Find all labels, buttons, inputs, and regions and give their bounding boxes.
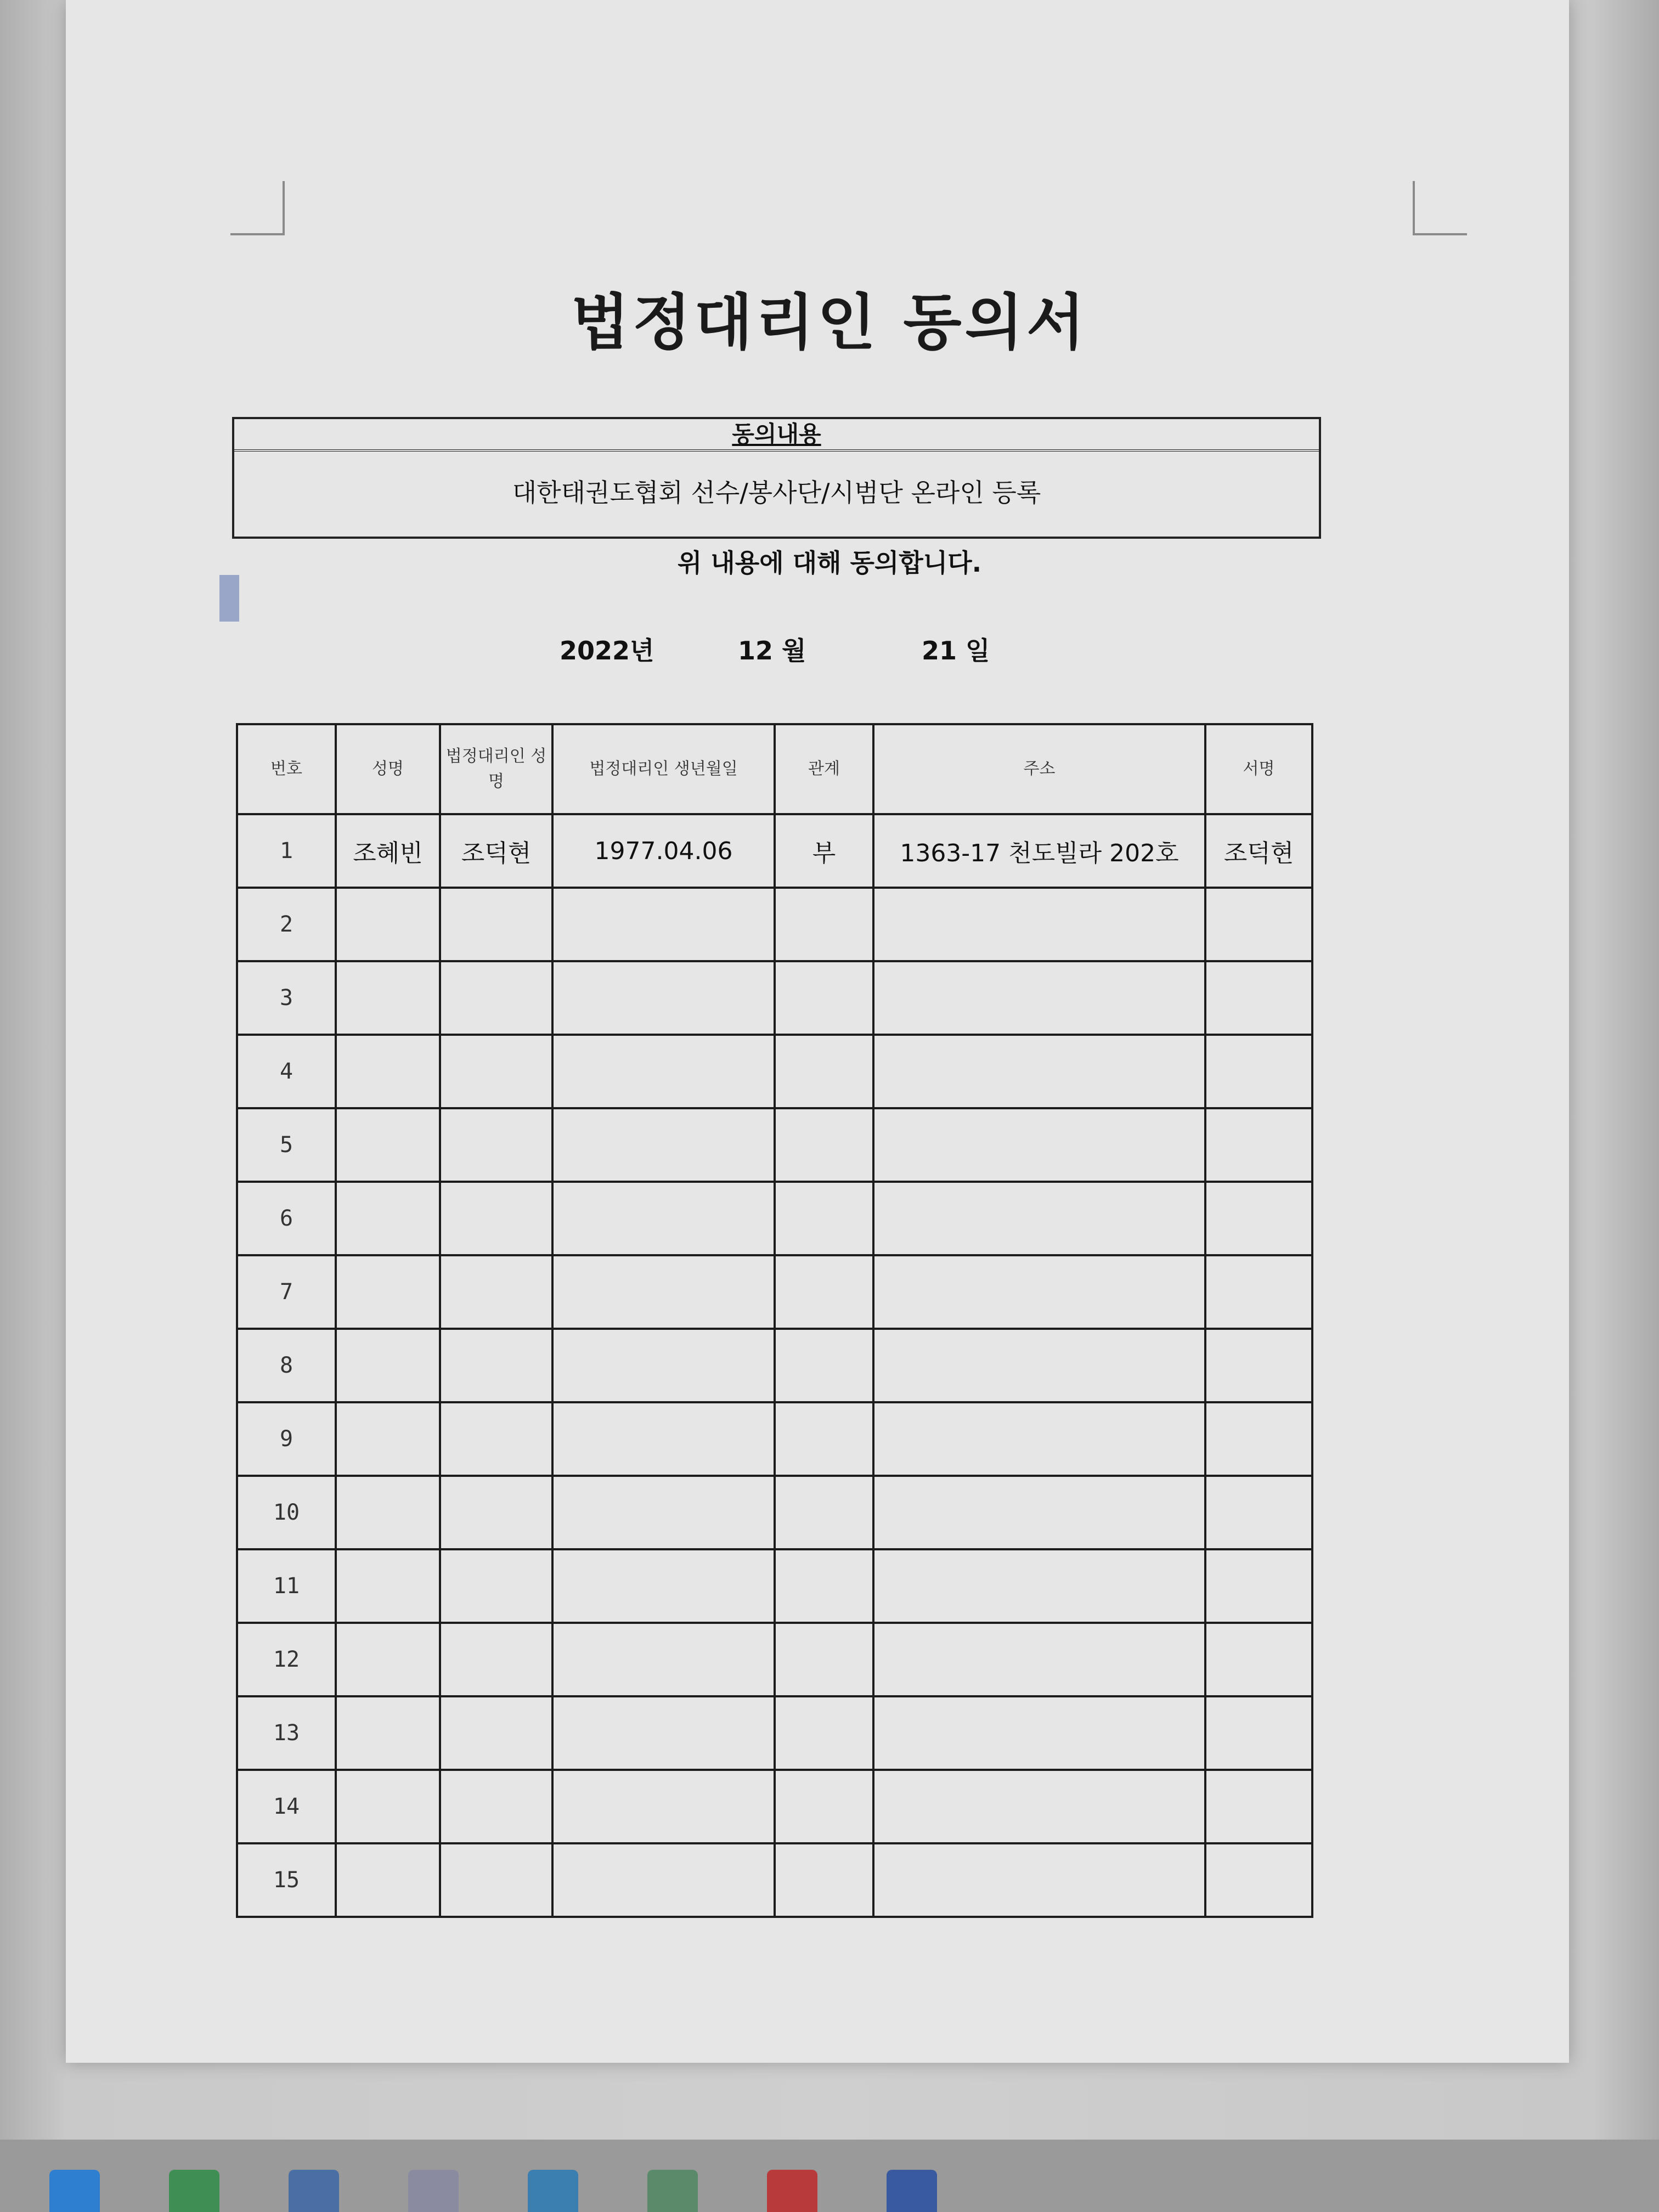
cell-name[interactable] [336,1770,440,1843]
consent-header: 동의내용 [234,419,1319,452]
cell-guardian-name[interactable] [440,1035,552,1108]
cell-guardian-name[interactable] [440,1843,552,1917]
cell-name[interactable] [336,1035,440,1108]
cell-number[interactable]: 1 [237,814,336,888]
cell-relation[interactable] [775,1402,873,1476]
cell-relation[interactable] [775,1476,873,1549]
text-cursor [219,575,239,622]
table-header-row [237,724,1312,814]
taskbar [0,2140,1659,2212]
cell-number[interactable]: 14 [237,1770,336,1843]
excel-icon[interactable] [169,2170,219,2212]
cell-guardian-name[interactable] [440,1623,552,1696]
pdf-icon[interactable] [767,2170,817,2212]
cell-relation[interactable] [775,1182,873,1255]
cell-relation[interactable] [775,1255,873,1329]
cell-relation[interactable] [775,1770,873,1843]
cell-address[interactable] [873,1623,1205,1696]
cell-guardian-birthdate[interactable] [552,961,775,1035]
cell-guardian-name[interactable] [440,1255,552,1329]
cell-number[interactable]: 6 [237,1182,336,1255]
cell-relation[interactable]: 부 [775,814,873,888]
cell-address[interactable] [873,1770,1205,1843]
agree-statement: 위 내용에 대해 동의합니다. [677,548,982,578]
cell-name[interactable] [336,1476,440,1549]
cell-guardian-name[interactable] [440,1329,552,1402]
cell-guardian-name[interactable] [440,1549,552,1623]
cell-relation[interactable] [775,1696,873,1770]
cell-address[interactable] [873,961,1205,1035]
cell-signature[interactable] [1205,1035,1312,1108]
cell-guardian-birthdate[interactable]: 1977.04.06 [552,814,775,888]
cell-guardian-name[interactable]: 조덕현 [440,814,552,888]
cell-address[interactable] [873,1696,1205,1770]
cell-address[interactable] [873,888,1205,961]
cell-signature[interactable] [1205,1843,1312,1917]
header-name: 성명 [336,724,440,814]
cell-name[interactable] [336,1108,440,1182]
cell-name[interactable] [336,1402,440,1476]
cell-guardian-birthdate[interactable] [552,1182,775,1255]
cell-address[interactable] [873,1182,1205,1255]
cell-signature[interactable]: 조덕현 [1205,814,1312,888]
cell-guardian-name[interactable] [440,961,552,1035]
crop-mark-top-left [230,181,285,235]
table-row [237,1843,1312,1917]
cell-signature[interactable] [1205,1402,1312,1476]
cell-guardian-name[interactable] [440,1402,552,1476]
cell-relation[interactable] [775,1108,873,1182]
cell-guardian-birthdate[interactable] [552,1623,775,1696]
cell-number[interactable]: 8 [237,1329,336,1402]
network-app-icon[interactable] [647,2170,698,2212]
cell-guardian-name[interactable] [440,1696,552,1770]
cell-guardian-name[interactable] [440,888,552,961]
cell-name[interactable] [336,1182,440,1255]
cell-name[interactable] [336,888,440,961]
cell-name[interactable] [336,1696,440,1770]
cell-signature[interactable] [1205,1108,1312,1182]
cell-name[interactable] [336,1843,440,1917]
guardian-roster-table [236,723,1313,1918]
cell-guardian-name[interactable] [440,1182,552,1255]
date-day: 21 일 [922,636,990,665]
table-row [237,814,1312,888]
cell-guardian-birthdate[interactable] [552,1696,775,1770]
table-row [237,1770,1312,1843]
cell-signature[interactable] [1205,1255,1312,1329]
cell-name[interactable]: 조혜빈 [336,814,440,888]
document-title: 법정대리인 동의서 [571,287,1088,358]
cell-address[interactable] [873,1255,1205,1329]
cell-name[interactable] [336,1329,440,1402]
cell-number[interactable]: 3 [237,961,336,1035]
cell-relation[interactable] [775,1623,873,1696]
cell-guardian-birthdate[interactable] [552,1329,775,1402]
crop-mark-top-right [1413,181,1467,235]
cell-relation[interactable] [775,888,873,961]
cell-guardian-name[interactable] [440,1108,552,1182]
hangul-icon[interactable] [528,2170,578,2212]
consent-content-box [232,417,1321,539]
cell-address[interactable] [873,1108,1205,1182]
cell-signature[interactable] [1205,1182,1312,1255]
cell-signature[interactable] [1205,1549,1312,1623]
header-number: 번호 [237,724,336,814]
app-icon[interactable] [408,2170,459,2212]
cell-guardian-birthdate[interactable] [552,1255,775,1329]
header-address: 주소 [873,724,1205,814]
header-relation: 관계 [775,724,873,814]
cell-number[interactable]: 5 [237,1108,336,1182]
cell-number[interactable]: 10 [237,1476,336,1549]
table-row [237,1402,1312,1476]
cell-signature[interactable] [1205,1329,1312,1402]
cell-relation[interactable] [775,1549,873,1623]
table-row [237,1182,1312,1255]
cell-guardian-birthdate[interactable] [552,1108,775,1182]
cell-address[interactable] [873,1329,1205,1402]
cell-address[interactable]: 1363-17 천도빌라 202호 [873,814,1205,888]
cell-signature[interactable] [1205,1696,1312,1770]
cell-guardian-birthdate[interactable] [552,1476,775,1549]
cell-address[interactable] [873,1402,1205,1476]
cell-address[interactable] [873,1843,1205,1917]
cell-number[interactable]: 11 [237,1549,336,1623]
cell-address[interactable] [873,1476,1205,1549]
table-row [237,888,1312,961]
cell-guardian-name[interactable] [440,1476,552,1549]
cell-relation[interactable] [775,1035,873,1108]
cell-address[interactable] [873,1035,1205,1108]
table-row [237,1329,1312,1402]
cell-guardian-birthdate[interactable] [552,1770,775,1843]
cell-address[interactable] [873,1549,1205,1623]
cell-relation[interactable] [775,961,873,1035]
cell-signature[interactable] [1205,888,1312,961]
cell-number[interactable]: 15 [237,1843,336,1917]
cell-guardian-birthdate[interactable] [552,888,775,961]
cell-number[interactable]: 9 [237,1402,336,1476]
calculator-icon[interactable] [289,2170,339,2212]
date-year: 2022년 [560,636,654,665]
table-row [237,1255,1312,1329]
internet-explorer-icon[interactable] [49,2170,100,2212]
table-row [237,1035,1312,1108]
table-row [237,1549,1312,1623]
header-guardian-birthdate: 법정대리인 생년월일 [552,724,775,814]
cell-signature[interactable] [1205,1623,1312,1696]
table-row [237,961,1312,1035]
cell-number[interactable]: 4 [237,1035,336,1108]
cell-signature[interactable] [1205,1770,1312,1843]
cell-name[interactable] [336,1623,440,1696]
cell-signature[interactable] [1205,1476,1312,1549]
cell-guardian-birthdate[interactable] [552,1549,775,1623]
table-row [237,1623,1312,1696]
date-month: 12 월 [738,636,806,665]
cell-guardian-birthdate[interactable] [552,1843,775,1917]
header-guardian-name: 법정대리인 성명 [440,724,552,814]
cell-number[interactable]: 2 [237,888,336,961]
cell-number[interactable]: 12 [237,1623,336,1696]
table-row [237,1696,1312,1770]
cell-number[interactable]: 7 [237,1255,336,1329]
header-signature: 서명 [1205,724,1312,814]
cell-name[interactable] [336,1255,440,1329]
table-row [237,1476,1312,1549]
cell-name[interactable] [336,1549,440,1623]
cell-guardian-birthdate[interactable] [552,1035,775,1108]
cell-relation[interactable] [775,1843,873,1917]
cell-relation[interactable] [775,1329,873,1402]
cell-name[interactable] [336,961,440,1035]
cell-guardian-birthdate[interactable] [552,1402,775,1476]
table-row [237,1108,1312,1182]
cell-number[interactable]: 13 [237,1696,336,1770]
cell-guardian-name[interactable] [440,1770,552,1843]
editor-icon[interactable] [887,2170,937,2212]
cell-signature[interactable] [1205,961,1312,1035]
consent-text: 대한태권도협회 선수/봉사단/시범단 온라인 등록 [512,478,1041,507]
